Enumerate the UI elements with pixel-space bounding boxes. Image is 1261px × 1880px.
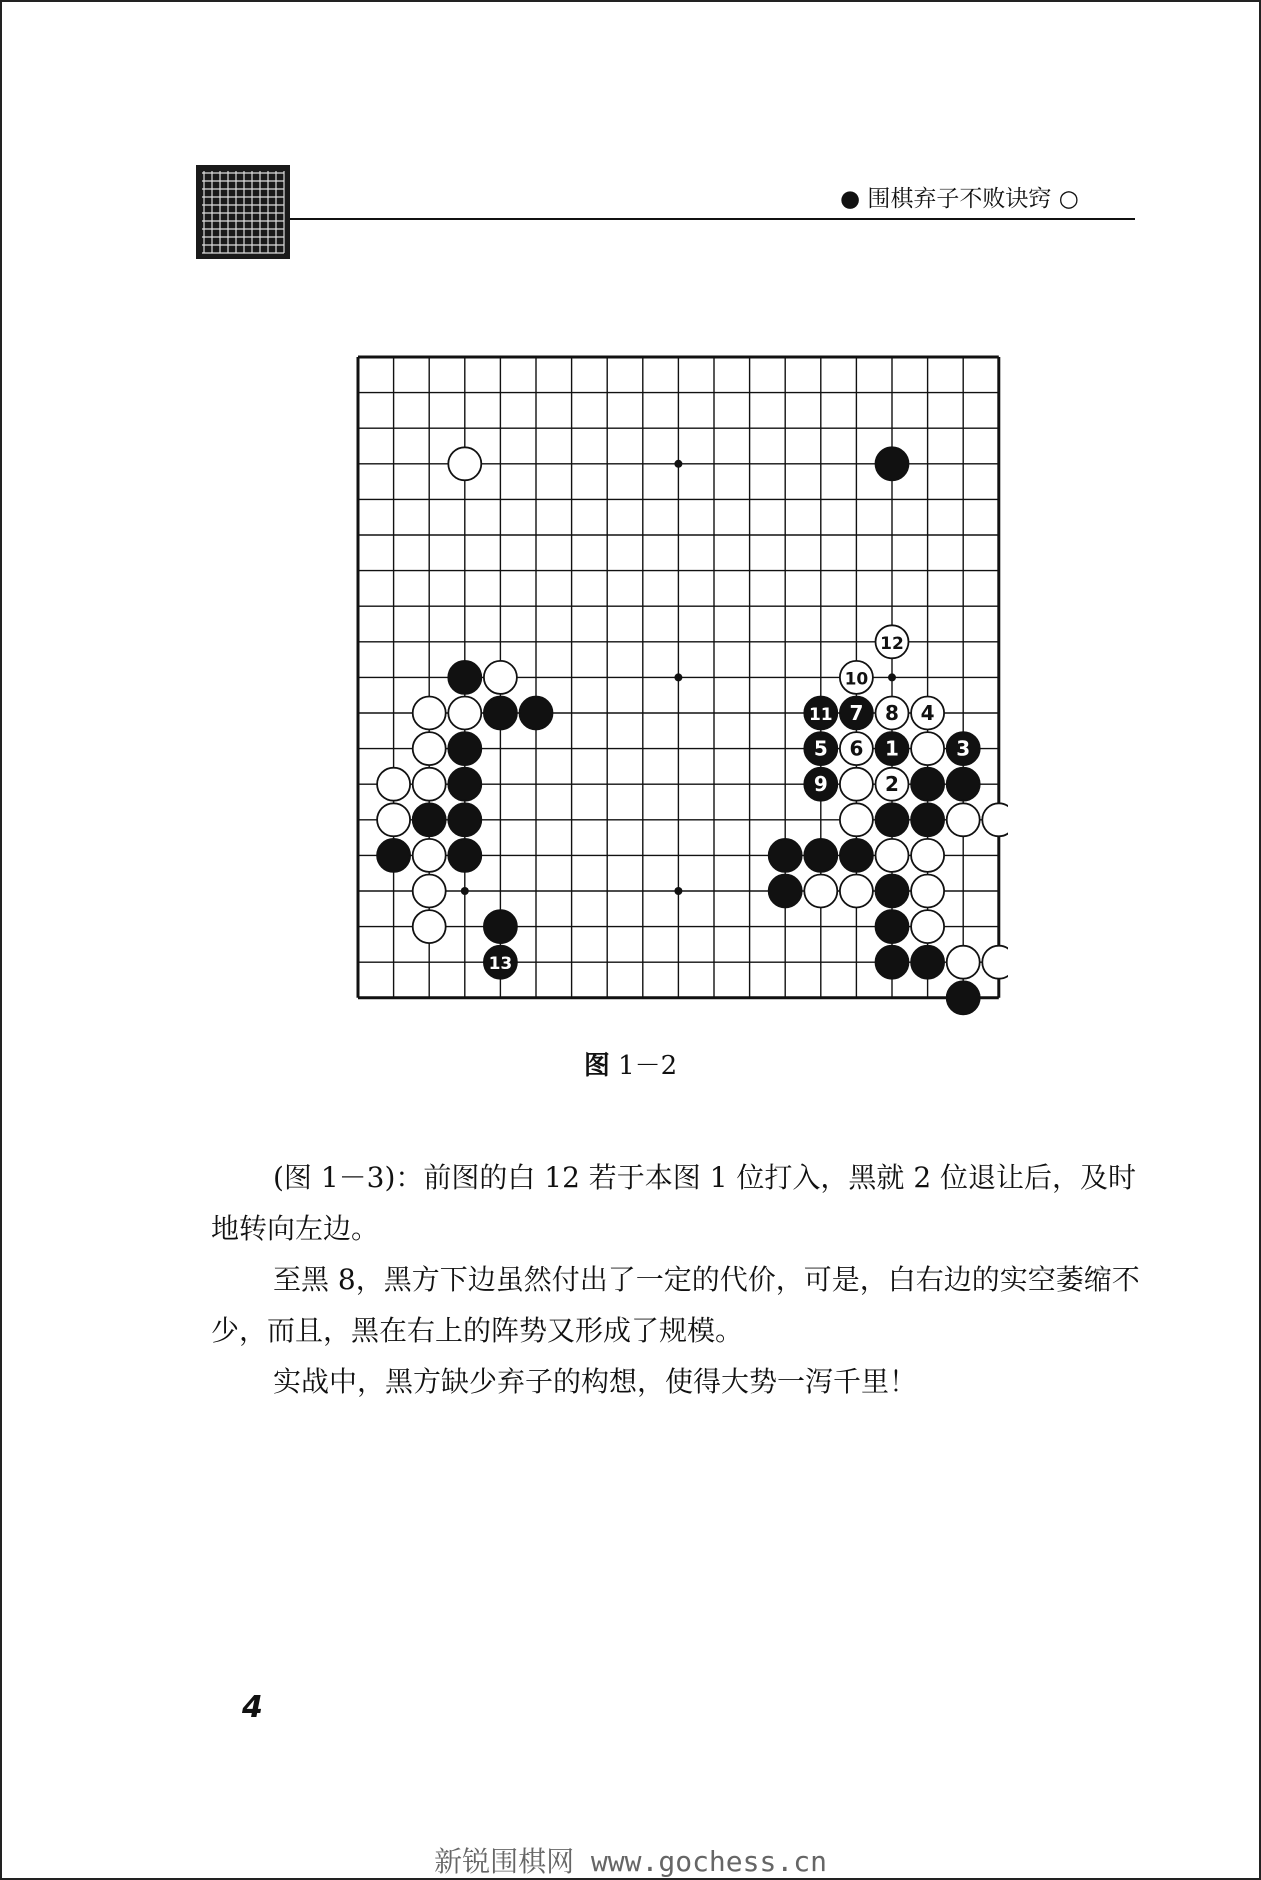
black-stone — [947, 768, 980, 801]
black-stone — [413, 803, 446, 836]
stone-disc — [377, 768, 410, 801]
star-point — [674, 673, 682, 681]
black-stone — [448, 732, 481, 765]
black-stone — [911, 803, 944, 836]
move-number-label: 13 — [488, 954, 513, 975]
white-stone — [413, 910, 446, 943]
move-number-label: 3 — [956, 736, 971, 761]
stone-disc — [413, 910, 446, 943]
watermark: 新锐围棋网 www.gochess.cn — [434, 1845, 827, 1878]
stone-disc — [840, 839, 873, 872]
stone-disc — [520, 697, 553, 730]
white-stone — [982, 803, 1008, 836]
stone-disc — [769, 839, 802, 872]
black-stone — [876, 946, 909, 979]
stone-disc — [947, 803, 980, 836]
star-point — [674, 887, 682, 895]
figure-caption — [0, 1045, 1261, 1082]
black-stone — [876, 732, 909, 765]
black-stone — [840, 697, 873, 730]
white-stone — [377, 803, 410, 836]
stone-disc — [911, 768, 944, 801]
stone-disc — [876, 839, 909, 872]
stone-disc — [911, 803, 944, 836]
white-stone — [876, 625, 909, 658]
move-number-label: 9 — [813, 772, 828, 797]
black-stone — [377, 839, 410, 872]
paragraph-3: 实战中，黑方缺少弃子的构想，使得大势一泻千里！ — [273, 1365, 918, 1398]
stone-disc — [448, 803, 481, 836]
stone-disc — [413, 768, 446, 801]
page-number: 4 — [242, 1690, 263, 1725]
stone-disc — [840, 875, 873, 908]
star-point — [888, 673, 896, 681]
move-number-label: 10 — [844, 669, 869, 690]
stone-disc — [947, 981, 980, 1014]
stone-disc — [911, 910, 944, 943]
move-number-label: 5 — [813, 736, 828, 761]
paragraph-1: (图 1－3)：前图的白 12 若于本图 1 位打入，黑就 2 位退让后，及时地转向左边。 — [211, 1161, 1137, 1245]
white-stone — [840, 661, 873, 694]
stone-disc — [911, 875, 944, 908]
black-stone — [804, 697, 837, 730]
black-stone — [769, 875, 802, 908]
black-stone — [840, 839, 873, 872]
stone-disc — [448, 732, 481, 765]
black-stone — [520, 697, 553, 730]
move-number-label: 8 — [885, 701, 899, 725]
white-stone — [413, 697, 446, 730]
black-stone — [484, 910, 517, 943]
stone-disc — [876, 803, 909, 836]
stone-disc — [876, 910, 909, 943]
black-stone — [876, 803, 909, 836]
stone-disc — [804, 839, 837, 872]
stone-disc — [911, 839, 944, 872]
black-stone — [448, 768, 481, 801]
figure-caption-number: 1－2 — [618, 1051, 678, 1081]
star-point — [674, 460, 682, 468]
white-stone — [876, 697, 909, 730]
stone-disc — [840, 768, 873, 801]
white-stone — [911, 839, 944, 872]
white-stone — [911, 910, 944, 943]
move-number-label: 12 — [880, 633, 904, 654]
star-point — [461, 887, 469, 895]
white-stone — [947, 803, 980, 836]
stone-disc — [448, 839, 481, 872]
black-stone — [911, 946, 944, 979]
stone-disc — [377, 839, 410, 872]
black-stone — [484, 697, 517, 730]
black-stone — [947, 732, 980, 765]
stone-disc — [377, 803, 410, 836]
stone-disc — [876, 875, 909, 908]
white-stone — [840, 768, 873, 801]
black-stone — [448, 839, 481, 872]
stone-disc — [484, 697, 517, 730]
stone-disc — [876, 946, 909, 979]
stone-disc — [448, 661, 481, 694]
move-number-label: 6 — [849, 736, 864, 761]
black-stone — [484, 946, 517, 979]
white-stone — [413, 839, 446, 872]
black-stone — [769, 839, 802, 872]
white-stone — [413, 768, 446, 801]
stone-disc — [911, 732, 944, 765]
paragraph-2: 至黑 8，黑方下边虽然付出了一定的代价，可是，白右边的实空萎缩不少，而且，黑在右上的阵势又形成了规模。 — [211, 1263, 1140, 1347]
stone-disc — [484, 661, 517, 694]
black-stone — [947, 981, 980, 1014]
move-number-label: 11 — [808, 705, 833, 725]
white-stone — [982, 946, 1008, 979]
stone-disc — [947, 768, 980, 801]
black-stone — [911, 768, 944, 801]
figure-caption-label: 图 — [583, 1051, 610, 1081]
move-number-label: 1 — [885, 736, 899, 761]
white-stone — [413, 732, 446, 765]
black-stone — [804, 839, 837, 872]
black-stone — [804, 768, 837, 801]
stone-disc — [448, 697, 481, 730]
move-number-label: 4 — [920, 701, 935, 725]
white-stone — [911, 697, 944, 730]
stone-disc — [982, 946, 1008, 979]
stone-disc — [911, 946, 944, 979]
black-stone — [448, 803, 481, 836]
white-stone — [377, 768, 410, 801]
white-stone — [947, 946, 980, 979]
white-stone — [413, 875, 446, 908]
white-stone — [804, 875, 837, 908]
stone-disc — [769, 875, 802, 908]
black-stone — [876, 875, 909, 908]
stone-disc — [413, 839, 446, 872]
black-stone — [804, 732, 837, 765]
black-stone — [448, 661, 481, 694]
white-stone — [448, 697, 481, 730]
stone-disc — [840, 803, 873, 836]
white-stone — [484, 661, 517, 694]
stone-disc — [876, 447, 909, 480]
header-rule — [290, 218, 1135, 220]
white-stone — [448, 447, 481, 480]
white-stone — [911, 732, 944, 765]
stone-disc — [947, 946, 980, 979]
running-header-title: ● 围棋弃子不败诀窍 ○ — [840, 186, 1079, 212]
stone-disc — [804, 875, 837, 908]
black-stone — [876, 447, 909, 480]
white-stone — [911, 875, 944, 908]
white-stone — [840, 732, 873, 765]
stone-disc — [413, 732, 446, 765]
stone-disc — [413, 803, 446, 836]
white-stone — [840, 803, 873, 836]
stone-disc — [413, 697, 446, 730]
black-stone — [876, 910, 909, 943]
white-stone — [840, 875, 873, 908]
go-board-diagram — [356, 350, 1008, 1024]
move-number-label: 2 — [885, 772, 899, 797]
white-stone — [876, 839, 909, 872]
logo — [196, 165, 290, 259]
move-number-label: 7 — [849, 701, 864, 725]
stone-disc — [448, 768, 481, 801]
white-stone — [876, 768, 909, 801]
stone-disc — [982, 803, 1008, 836]
stone-disc — [484, 910, 517, 943]
stone-disc — [413, 875, 446, 908]
stone-disc — [448, 447, 481, 480]
